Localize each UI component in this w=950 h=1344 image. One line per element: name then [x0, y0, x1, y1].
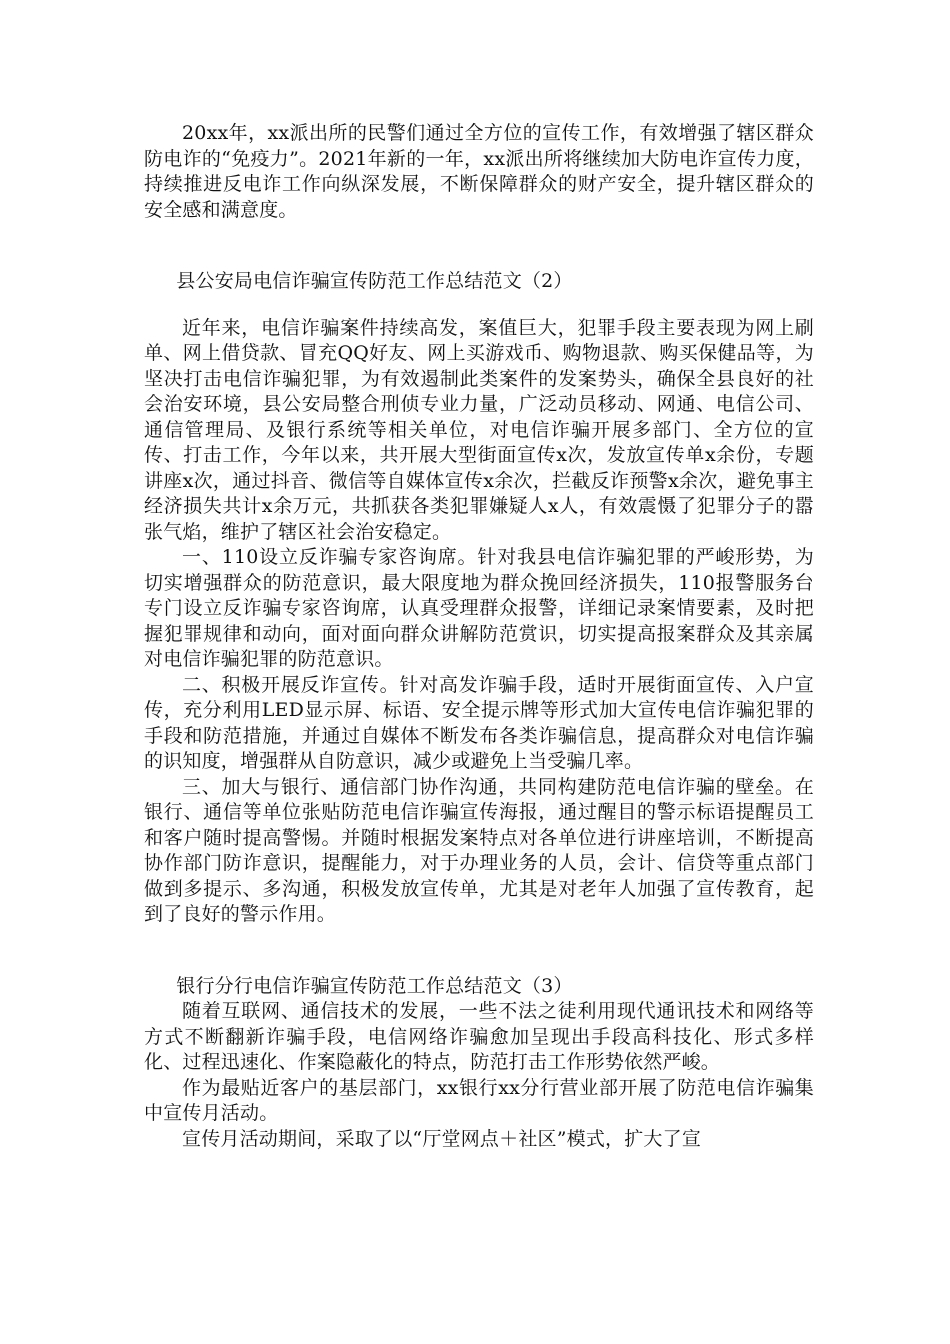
- document-body: [144, 121, 814, 1152]
- section-3-paragraph: 宣传月活动期间，采取了以“厅堂网点＋社区”模式，扩大了宣: [182, 1127, 702, 1150]
- section-2-paragraph: 三、加大与银行、通信部门协作沟通，共同构建防范电信诈骗的壁垒。在银行、通信等单位张贴防范电信诈骗宣传海报，通过醒目的警示标语提醒员工和客户随时提高警惕。并随时根据发案特点对各单位进行讲座培训，不断提高协作部门防诈意识，提醒能力，对于办理业务的人员，会计、信贷等重点部门做到多提示、多沟通，积极发放宣传单，尤其是对老年人加强了宣传教育，起到了良好的警示作用。: [144, 775, 814, 925]
- section-2-title: 县公安局电信诈骗宣传防范工作总结范文（2）: [176, 270, 573, 292]
- section-3-paragraph: 随着互联网、通信技术的发展，一些不法之徒利用现代通讯技术和网络等方式不断翻新诈骗手段，电信网络诈骗愈加呈现出手段高科技化、形式多样化、过程迅速化、作案隐蔽化的特点，防范打击工作形势依然严峻。: [144, 1000, 814, 1073]
- spacer: [144, 223, 814, 269]
- section-2-paragraph: 近年来，电信诈骗案件持续高发，案值巨大，犯罪手段主要表现为网上刷单、网上借贷款、冒充QQ好友、网上买游戏币、购物退款、购买保健品等，为坚决打击电信诈骗犯罪，为有效遏制此类案件的发案势头，确保全县良好的社会治安环境，县公安局整合刑侦专业力量，广泛动员移动、网通、电信公司、通信管理局、及银行系统等相关单位，对电信诈骗开展多部门、全方位的宣传、打击工作，今年以来，共开展大型街面宣传x次，发放宣传单x余份，专题讲座x次，通过抖音、微信等自媒体宣传x余次，拦截反诈预警x余次，避免事主经济损失共计x余万元，共抓获各类犯罪嫌疑人x人，有效震慑了犯罪分子的嚣张气焰，维护了辖区社会治安稳定。: [144, 316, 814, 543]
- section-3-title: 银行分行电信诈骗宣传防范工作总结范文（3）: [176, 974, 573, 997]
- spacer: [144, 928, 814, 974]
- section-2-paragraph: 一、110设立反诈骗专家咨询席。针对我县电信诈骗犯罪的严峻形势，为切实增强群众的防范意识，最大限度地为群众挽回经济损失，110报警服务台专门设立反诈骗专家咨询席，认真受理群众报警，详细记录案情要素，及时把握犯罪规律和动向，面对面向群众讲解防范赏识，切实提高报案群众及其亲属对电信诈骗犯罪的防范意识。: [144, 546, 814, 670]
- spacer: [144, 295, 814, 316]
- section-3-paragraph: 作为最贴近客户的基层部门，xx银行xx分行营业部开展了防范电信诈骗集中宣传月活动。: [144, 1076, 814, 1124]
- section-2-paragraph: 二、积极开展反诈宣传。针对高发诈骗手段，适时开展街面宣传、入户宣传，充分利用LED显示屏、标语、安全提示牌等形式加大宣传电信诈骗犯罪的手段和防范措施，并通过自媒体不断发布各类诈骗信息，提高群众对电信诈骗的识知度，增强群从自防意识，减少或避免上当受骗几率。: [144, 673, 814, 772]
- intro-paragraph: 20xx年，xx派出所的民警们通过全方位的宣传工作，有效增强了辖区群众防电诈的“免疫力”。2021年新的一年，xx派出所将继续加大防电诈宣传力度，持续推进反电诈工作向纵深发展，不断保障群众的财产安全，提升辖区群众的安全感和满意度。: [144, 122, 814, 221]
